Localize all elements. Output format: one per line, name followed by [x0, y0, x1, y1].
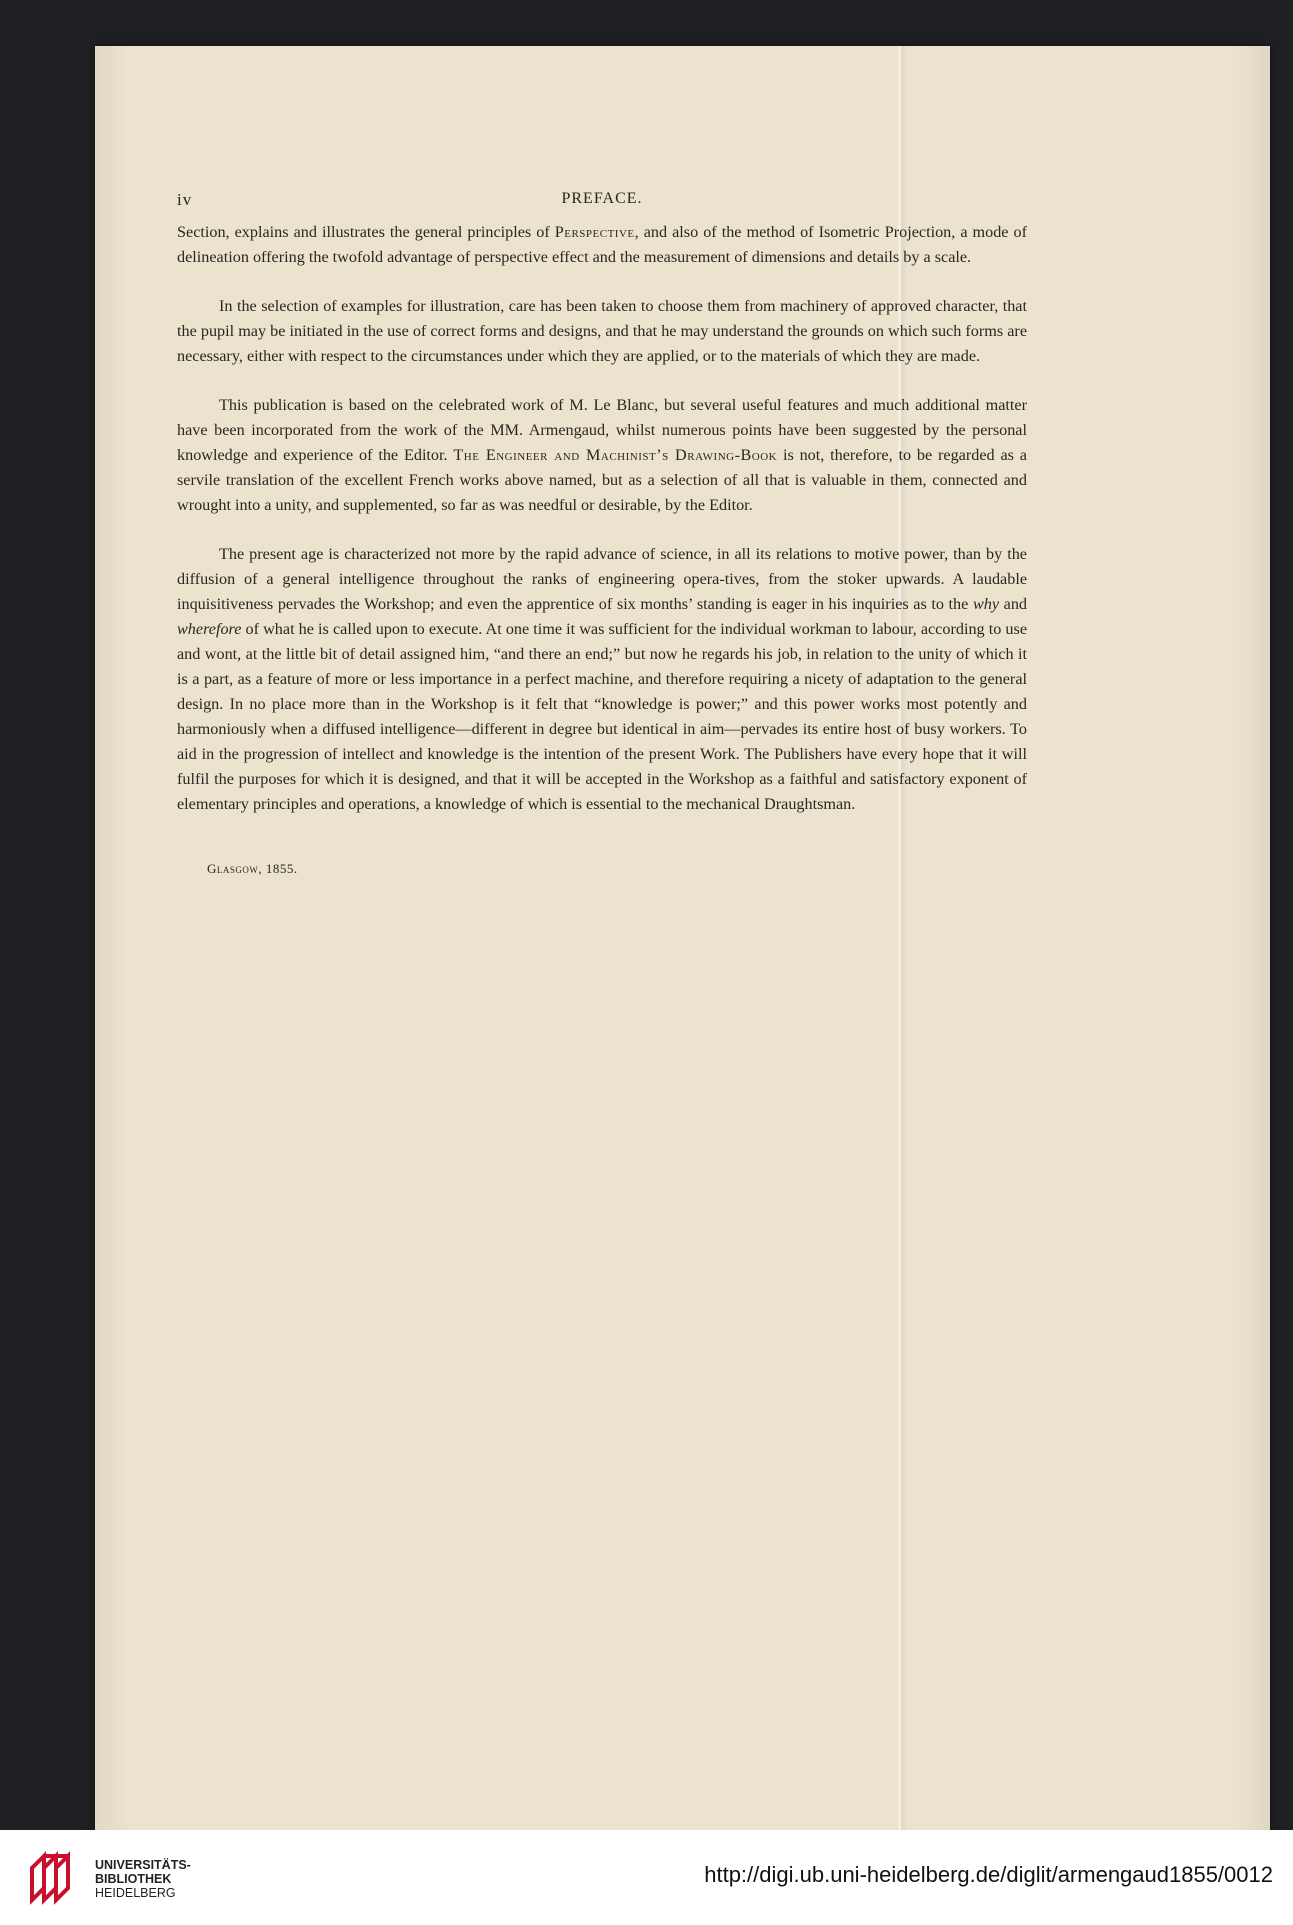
small-caps-text: Perspective — [554, 223, 635, 241]
footer-bar — [0, 1830, 1293, 1925]
small-caps-text: The Engineer and Machinist’s Drawing-Book — [453, 446, 778, 464]
text-run: and — [999, 595, 1028, 613]
library-name-line-2: BIBLIOTHEK — [95, 1872, 172, 1886]
italic-text: wherefore — [177, 620, 242, 638]
permalink-url[interactable]: http://digi.ub.uni-heidelberg.de/diglit/armengaud1855/0012 — [704, 1862, 1273, 1887]
text-run: of what he is called upon to execute. At one time it was sufficient for the individual workman to labour, according to use and wont, at the little bit of detail assigned him, “and there an end;” but now he regards his job, in relation to the unity of which it is a part, as a feature of more or less importance in a perfect machine, and therefore requiring a nicety of adaptation to the general design. In no place more than in the Workshop is it felt that “knowledge is power;” and this power works most potently and harmoniously when a diffused intelligence—different in degree but identical in aim—pervades its entire host of busy workers. To aid in the progression of intellect and knowledge is the intention of the present Work. The Publishers have every hope that it will fulfil the purposes for which it is designed, and that it will be accepted in the Workshop as a faithful and satisfactory exponent of elementary principles and operations, a knowledge of which is essential to the mechanical Draughtsman. — [177, 620, 1027, 813]
library-logo-icon[interactable] — [30, 1848, 82, 1908]
place-date: Glasgow, 1855. — [207, 861, 298, 876]
paragraph-4 — [177, 542, 1027, 817]
text-run: The present age is characterized not more by the rapid advance of science, in all its relations to motive power, than by the diffusion of a general intelligence throughout the ranks of engineering opera-tives, from the stoker upwards. A laudable inquisitiveness pervades the Workshop; and even the apprentice of six months’ standing is eager in his inquiries as to the — [177, 545, 1027, 613]
page-content — [177, 190, 1027, 877]
library-name — [95, 1858, 191, 1900]
paragraph-3 — [177, 393, 1027, 518]
italic-text: why — [972, 595, 1000, 613]
page-number: iv — [177, 190, 193, 209]
text-run: , and also of the method of Isometric Projection, a mode of delineation offering the twofold advantage of perspective effect and the measurement of dimensions and details by a scale. — [177, 223, 1027, 266]
paragraph-2 — [177, 294, 1027, 369]
text-run: In the selection of examples for illustration, care has been taken to choose them from machinery of approved character, that the pupil may be initiated in the use of correct forms and designs, and that he may understand the grounds on which such forms are necessary, either with respect to the circumstances under which they are applied, or to the materials of which they are made. — [177, 297, 1027, 365]
page-header — [177, 190, 1027, 220]
library-name-line-1: UNIVERSITÄTS- — [95, 1858, 191, 1872]
text-run: This publication is based on the celebrated work of M. Le Blanc, but several useful features and much additional matter have been incorporated from the work of the MM. Armengaud, whilst numerous points have been suggested by the personal knowledge and experience of the Editor. — [177, 396, 1027, 464]
text-run: Section, explains and illustrates the general principles of — [177, 223, 555, 241]
paragraph-1 — [177, 220, 1027, 270]
library-name-line-3: HEIDELBERG — [95, 1886, 176, 1900]
running-title: PREFACE. — [561, 190, 643, 207]
text-run: is not, therefore, to be regarded as a servile translation of the excellent French works above named, but as a selection of all that is valuable in them, connected and wrought into a unity, and supplemented, so far as was needful or desirable, by the Editor. — [177, 446, 1027, 514]
